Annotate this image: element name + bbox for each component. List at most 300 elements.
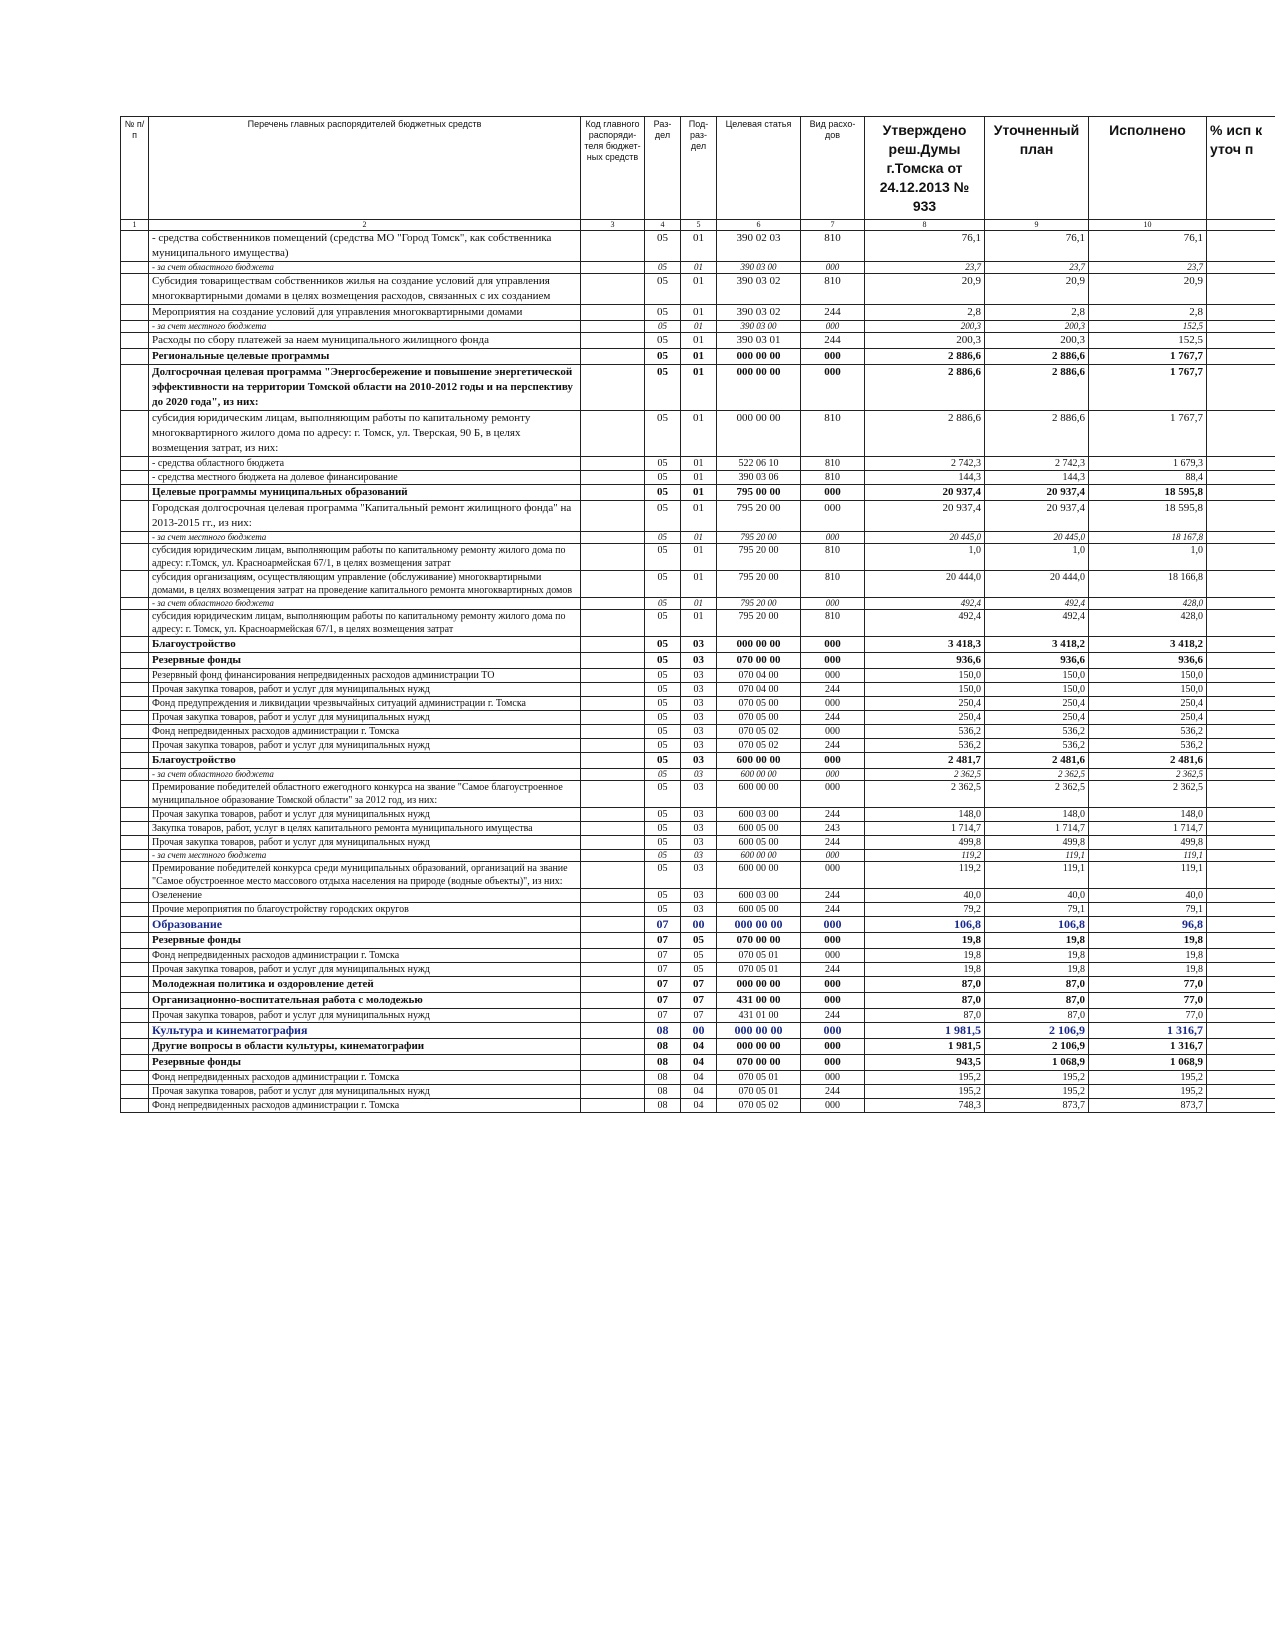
row-article-cell: 000 00 00 — [717, 637, 801, 653]
row-plan-cell: 20 445,0 — [985, 532, 1089, 544]
row-name-cell: - за счет областного бюджета — [149, 769, 581, 781]
row-podrazdel-cell: 04 — [681, 1071, 717, 1085]
row-approved-cell: 20 937,4 — [865, 501, 985, 532]
row-article-cell: 070 05 02 — [717, 1099, 801, 1113]
row-executed-cell: 428,0 — [1089, 598, 1207, 610]
row-podrazdel-cell: 01 — [681, 231, 717, 262]
row-approved-cell: 200,3 — [865, 321, 985, 333]
row-executed-cell: 150,0 — [1089, 683, 1207, 697]
row-razdel-cell: 08 — [645, 1071, 681, 1085]
row-num-cell — [121, 471, 149, 485]
row-code-cell — [581, 471, 645, 485]
row-plan-cell: 106,8 — [985, 917, 1089, 933]
row-podrazdel-cell: 03 — [681, 669, 717, 683]
row-name-cell: Фонд непредвиденных расходов администрации г. Томска — [149, 949, 581, 963]
row-name-cell: Молодежная политика и оздоровление детей — [149, 977, 581, 993]
row-podrazdel-cell: 03 — [681, 683, 717, 697]
row-approved-cell: 119,2 — [865, 862, 985, 889]
row-name-cell: - за счет местного бюджета — [149, 532, 581, 544]
row-razdel-cell: 08 — [645, 1055, 681, 1071]
row-vid-cell: 810 — [801, 411, 865, 457]
row-razdel-cell: 05 — [645, 697, 681, 711]
row-name-cell: Образование — [149, 917, 581, 933]
row-razdel-cell: 05 — [645, 571, 681, 598]
row-plan-cell: 1 714,7 — [985, 822, 1089, 836]
row-plan-cell: 2 362,5 — [985, 781, 1089, 808]
row-name-cell: Резервные фонды — [149, 653, 581, 669]
row-approved-cell: 2 886,6 — [865, 365, 985, 411]
table-row — [121, 808, 1275, 822]
row-approved-cell: 492,4 — [865, 610, 985, 637]
row-vid-cell: 000 — [801, 753, 865, 769]
row-approved-cell: 1 981,5 — [865, 1039, 985, 1055]
row-num-cell — [121, 1009, 149, 1023]
row-name-cell: Долгосрочная целевая программа "Энергосбережение и повышение энергетической эффективности на территории Томской области на 2010-2012 годы и на перспективу до 2020 года", из них: — [149, 365, 581, 411]
row-razdel-cell: 07 — [645, 1009, 681, 1023]
row-approved-cell: 250,4 — [865, 697, 985, 711]
row-article-cell: 600 00 00 — [717, 862, 801, 889]
table-row — [121, 739, 1275, 753]
row-num-cell — [121, 822, 149, 836]
row-num-cell — [121, 1023, 149, 1039]
row-article-cell: 600 00 00 — [717, 850, 801, 862]
row-num-cell — [121, 1071, 149, 1085]
row-article-cell: 795 20 00 — [717, 501, 801, 532]
row-percent-cell — [1207, 977, 1275, 993]
row-percent-cell — [1207, 725, 1275, 739]
col-number — [1207, 220, 1275, 231]
table-row — [121, 933, 1275, 949]
table-row — [121, 1023, 1275, 1039]
row-num-cell — [121, 753, 149, 769]
table-row — [121, 333, 1275, 349]
row-vid-cell: 000 — [801, 769, 865, 781]
row-podrazdel-cell: 03 — [681, 850, 717, 862]
row-percent-cell — [1207, 822, 1275, 836]
row-code-cell — [581, 862, 645, 889]
row-code-cell — [581, 1055, 645, 1071]
row-podrazdel-cell: 01 — [681, 262, 717, 274]
row-executed-cell: 1 767,7 — [1089, 411, 1207, 457]
row-executed-cell: 19,8 — [1089, 963, 1207, 977]
row-podrazdel-cell: 03 — [681, 862, 717, 889]
row-percent-cell — [1207, 598, 1275, 610]
row-vid-cell: 244 — [801, 889, 865, 903]
row-executed-cell: 3 418,2 — [1089, 637, 1207, 653]
col-percent-header: % исп к уточ п — [1207, 117, 1275, 220]
row-razdel-cell: 05 — [645, 457, 681, 471]
row-plan-cell: 536,2 — [985, 725, 1089, 739]
row-plan-cell: 119,1 — [985, 862, 1089, 889]
row-name-cell: - за счет областного бюджета — [149, 262, 581, 274]
row-plan-cell: 499,8 — [985, 836, 1089, 850]
row-podrazdel-cell: 03 — [681, 808, 717, 822]
row-code-cell — [581, 889, 645, 903]
row-name-cell: Фонд непредвиденных расходов администрации г. Томска — [149, 1071, 581, 1085]
row-num-cell — [121, 808, 149, 822]
row-percent-cell — [1207, 333, 1275, 349]
row-num-cell — [121, 544, 149, 571]
col-number: 8 — [865, 220, 985, 231]
row-razdel-cell: 05 — [645, 610, 681, 637]
row-executed-cell: 2 362,5 — [1089, 781, 1207, 808]
row-approved-cell: 1 714,7 — [865, 822, 985, 836]
row-razdel-cell: 05 — [645, 653, 681, 669]
row-executed-cell: 152,5 — [1089, 333, 1207, 349]
row-code-cell — [581, 903, 645, 917]
row-approved-cell: 536,2 — [865, 725, 985, 739]
row-plan-cell: 150,0 — [985, 669, 1089, 683]
row-approved-cell: 144,3 — [865, 471, 985, 485]
row-podrazdel-cell: 01 — [681, 532, 717, 544]
row-num-cell — [121, 862, 149, 889]
row-razdel-cell: 05 — [645, 333, 681, 349]
row-plan-cell: 87,0 — [985, 993, 1089, 1009]
row-name-cell: Резервный фонд финансирования непредвиденных расходов администрации ТО — [149, 669, 581, 683]
row-vid-cell: 000 — [801, 1071, 865, 1085]
row-article-cell: 070 00 00 — [717, 933, 801, 949]
row-executed-cell: 152,5 — [1089, 321, 1207, 333]
row-executed-cell: 19,8 — [1089, 933, 1207, 949]
row-podrazdel-cell: 03 — [681, 781, 717, 808]
table-row — [121, 862, 1275, 889]
row-name-cell: Организационно-воспитательная работа с молодежью — [149, 993, 581, 1009]
row-num-cell — [121, 850, 149, 862]
row-article-cell: 390 03 01 — [717, 333, 801, 349]
row-razdel-cell: 05 — [645, 471, 681, 485]
row-article-cell: 600 00 00 — [717, 753, 801, 769]
row-code-cell — [581, 683, 645, 697]
row-code-cell — [581, 598, 645, 610]
row-approved-cell: 150,0 — [865, 683, 985, 697]
row-executed-cell: 1,0 — [1089, 544, 1207, 571]
row-code-cell — [581, 457, 645, 471]
table-row — [121, 725, 1275, 739]
row-percent-cell — [1207, 836, 1275, 850]
row-plan-cell: 492,4 — [985, 598, 1089, 610]
row-podrazdel-cell: 07 — [681, 977, 717, 993]
row-executed-cell: 1 316,7 — [1089, 1039, 1207, 1055]
row-num-cell — [121, 836, 149, 850]
row-article-cell: 070 05 01 — [717, 1071, 801, 1085]
row-percent-cell — [1207, 933, 1275, 949]
row-approved-cell: 20 937,4 — [865, 485, 985, 501]
row-num-cell — [121, 485, 149, 501]
row-razdel-cell: 05 — [645, 781, 681, 808]
row-executed-cell: 18 166,8 — [1089, 571, 1207, 598]
row-article-cell: 000 00 00 — [717, 1023, 801, 1039]
row-code-cell — [581, 808, 645, 822]
row-podrazdel-cell: 05 — [681, 933, 717, 949]
row-article-cell: 070 05 00 — [717, 697, 801, 711]
row-podrazdel-cell: 03 — [681, 753, 717, 769]
row-code-cell — [581, 544, 645, 571]
row-percent-cell — [1207, 262, 1275, 274]
row-razdel-cell: 05 — [645, 321, 681, 333]
table-row — [121, 598, 1275, 610]
row-percent-cell — [1207, 683, 1275, 697]
row-plan-cell: 2 106,9 — [985, 1039, 1089, 1055]
row-name-cell: Фонд непредвиденных расходов администрации г. Томска — [149, 725, 581, 739]
row-article-cell: 600 05 00 — [717, 822, 801, 836]
row-plan-cell: 150,0 — [985, 683, 1089, 697]
row-executed-cell: 250,4 — [1089, 697, 1207, 711]
row-name-cell: Субсидия товариществам собственников жилья на создание условий для управления многоквартирными домами в целях возмещения расходов, связанных с их созданием — [149, 274, 581, 305]
row-article-cell: 390 03 00 — [717, 321, 801, 333]
row-percent-cell — [1207, 753, 1275, 769]
row-percent-cell — [1207, 653, 1275, 669]
table-row — [121, 977, 1275, 993]
row-executed-cell: 148,0 — [1089, 808, 1207, 822]
table-row — [121, 683, 1275, 697]
row-num-cell — [121, 598, 149, 610]
row-num-cell — [121, 411, 149, 457]
row-name-cell: Другие вопросы в области культуры, кинематографии — [149, 1039, 581, 1055]
row-plan-cell: 2 742,3 — [985, 457, 1089, 471]
row-plan-cell: 936,6 — [985, 653, 1089, 669]
row-podrazdel-cell: 05 — [681, 949, 717, 963]
row-name-cell: Культура и кинематография — [149, 1023, 581, 1039]
table-row — [121, 305, 1275, 321]
row-article-cell: 600 00 00 — [717, 781, 801, 808]
row-article-cell: 390 03 02 — [717, 274, 801, 305]
row-approved-cell: 20,9 — [865, 274, 985, 305]
row-plan-cell: 148,0 — [985, 808, 1089, 822]
row-podrazdel-cell: 01 — [681, 501, 717, 532]
row-vid-cell: 000 — [801, 977, 865, 993]
row-article-cell: 070 04 00 — [717, 683, 801, 697]
row-article-cell: 795 20 00 — [717, 532, 801, 544]
row-vid-cell: 244 — [801, 836, 865, 850]
row-razdel-cell: 05 — [645, 862, 681, 889]
row-razdel-cell: 05 — [645, 903, 681, 917]
row-code-cell — [581, 333, 645, 349]
row-razdel-cell: 05 — [645, 544, 681, 571]
row-code-cell — [581, 949, 645, 963]
row-code-cell — [581, 963, 645, 977]
row-num-cell — [121, 1099, 149, 1113]
table-row — [121, 949, 1275, 963]
row-num-cell — [121, 501, 149, 532]
row-name-cell: - средства областного бюджета — [149, 457, 581, 471]
row-name-cell: субсидия организациям, осуществляющим управление (обслуживание) многоквартирными домами, в целях возмещения затрат на проведение капитального ремонта многоквартирных домов — [149, 571, 581, 598]
row-podrazdel-cell: 03 — [681, 725, 717, 739]
table-row — [121, 637, 1275, 653]
table-row — [121, 1071, 1275, 1085]
row-article-cell: 000 00 00 — [717, 349, 801, 365]
row-code-cell — [581, 571, 645, 598]
row-executed-cell: 77,0 — [1089, 993, 1207, 1009]
row-code-cell — [581, 653, 645, 669]
table-row — [121, 1055, 1275, 1071]
row-vid-cell: 243 — [801, 822, 865, 836]
col-number: 4 — [645, 220, 681, 231]
row-plan-cell: 195,2 — [985, 1085, 1089, 1099]
table-row — [121, 917, 1275, 933]
row-article-cell: 795 20 00 — [717, 571, 801, 598]
row-plan-cell: 2 481,6 — [985, 753, 1089, 769]
row-approved-cell: 87,0 — [865, 993, 985, 1009]
row-percent-cell — [1207, 274, 1275, 305]
col-number: 6 — [717, 220, 801, 231]
row-percent-cell — [1207, 963, 1275, 977]
row-razdel-cell: 07 — [645, 949, 681, 963]
row-article-cell: 795 20 00 — [717, 544, 801, 571]
row-vid-cell: 244 — [801, 305, 865, 321]
row-vid-cell: 000 — [801, 653, 865, 669]
row-percent-cell — [1207, 501, 1275, 532]
col-number: 7 — [801, 220, 865, 231]
row-razdel-cell: 05 — [645, 485, 681, 501]
row-code-cell — [581, 1009, 645, 1023]
row-podrazdel-cell: 00 — [681, 1023, 717, 1039]
row-vid-cell: 000 — [801, 532, 865, 544]
col-executed-header: Исполнено — [1089, 117, 1207, 220]
row-vid-cell: 000 — [801, 637, 865, 653]
row-approved-cell: 2 362,5 — [865, 781, 985, 808]
row-plan-cell: 250,4 — [985, 711, 1089, 725]
row-name-cell: - за счет местного бюджета — [149, 321, 581, 333]
row-executed-cell: 40,0 — [1089, 889, 1207, 903]
row-article-cell: 600 03 00 — [717, 808, 801, 822]
row-plan-cell: 3 418,2 — [985, 637, 1089, 653]
row-plan-cell: 536,2 — [985, 739, 1089, 753]
row-vid-cell: 810 — [801, 231, 865, 262]
row-name-cell: Резервные фонды — [149, 1055, 581, 1071]
row-percent-cell — [1207, 889, 1275, 903]
row-article-cell: 000 00 00 — [717, 917, 801, 933]
row-executed-cell: 1 068,9 — [1089, 1055, 1207, 1071]
row-executed-cell: 428,0 — [1089, 610, 1207, 637]
row-approved-cell: 2 886,6 — [865, 349, 985, 365]
row-code-cell — [581, 977, 645, 993]
row-article-cell: 600 03 00 — [717, 889, 801, 903]
row-name-cell: - за счет областного бюджета — [149, 598, 581, 610]
row-name-cell: Прочая закупка товаров, работ и услуг для муниципальных нужд — [149, 739, 581, 753]
col-approved-header: Утверждено реш.Думы г.Томска от 24.12.2013 № 933 — [865, 117, 985, 220]
row-name-cell: Закупка товаров, работ, услуг в целях капитального ремонта муниципального имущества — [149, 822, 581, 836]
row-name-cell: Региональные целевые программы — [149, 349, 581, 365]
table-row — [121, 501, 1275, 532]
row-razdel-cell: 05 — [645, 808, 681, 822]
row-executed-cell: 536,2 — [1089, 725, 1207, 739]
row-code-cell — [581, 1099, 645, 1113]
row-percent-cell — [1207, 903, 1275, 917]
row-plan-cell: 76,1 — [985, 231, 1089, 262]
col-plan-header: Уточненный план — [985, 117, 1089, 220]
row-approved-cell: 250,4 — [865, 711, 985, 725]
row-code-cell — [581, 411, 645, 457]
row-vid-cell: 000 — [801, 1099, 865, 1113]
table-row — [121, 485, 1275, 501]
row-podrazdel-cell: 01 — [681, 333, 717, 349]
row-num-cell — [121, 532, 149, 544]
row-code-cell — [581, 753, 645, 769]
col-vid-header: Вид расхо-дов — [801, 117, 865, 220]
col-number: 9 — [985, 220, 1089, 231]
row-vid-cell: 000 — [801, 598, 865, 610]
row-name-cell: Благоустройство — [149, 637, 581, 653]
row-razdel-cell: 05 — [645, 889, 681, 903]
row-article-cell: 522 06 10 — [717, 457, 801, 471]
row-plan-cell: 79,1 — [985, 903, 1089, 917]
row-article-cell: 070 05 01 — [717, 1085, 801, 1099]
row-code-cell — [581, 781, 645, 808]
row-executed-cell: 195,2 — [1089, 1071, 1207, 1085]
row-vid-cell: 000 — [801, 725, 865, 739]
row-name-cell: Озеленение — [149, 889, 581, 903]
budget-table-sheet — [120, 116, 1275, 1113]
row-num-cell — [121, 305, 149, 321]
row-approved-cell: 2 886,6 — [865, 411, 985, 457]
row-approved-cell: 40,0 — [865, 889, 985, 903]
row-plan-cell: 20 937,4 — [985, 485, 1089, 501]
row-vid-cell: 810 — [801, 457, 865, 471]
col-name-header: Перечень главных распорядителей бюджетных средств — [149, 117, 581, 220]
row-percent-cell — [1207, 532, 1275, 544]
row-plan-cell: 250,4 — [985, 697, 1089, 711]
row-razdel-cell: 05 — [645, 637, 681, 653]
header-row — [121, 117, 1275, 220]
row-approved-cell: 3 418,3 — [865, 637, 985, 653]
row-podrazdel-cell: 00 — [681, 917, 717, 933]
row-approved-cell: 2,8 — [865, 305, 985, 321]
row-article-cell: 390 03 02 — [717, 305, 801, 321]
row-article-cell: 390 03 00 — [717, 262, 801, 274]
row-num-cell — [121, 610, 149, 637]
row-executed-cell: 1 316,7 — [1089, 1023, 1207, 1039]
row-razdel-cell: 05 — [645, 231, 681, 262]
row-name-cell: Прочие мероприятия по благоустройству городских округов — [149, 903, 581, 917]
row-executed-cell: 79,1 — [1089, 903, 1207, 917]
row-article-cell: 000 00 00 — [717, 365, 801, 411]
row-executed-cell: 76,1 — [1089, 231, 1207, 262]
row-code-cell — [581, 349, 645, 365]
table-row — [121, 1009, 1275, 1023]
row-percent-cell — [1207, 231, 1275, 262]
row-vid-cell: 000 — [801, 669, 865, 683]
row-approved-cell: 23,7 — [865, 262, 985, 274]
row-approved-cell: 106,8 — [865, 917, 985, 933]
table-row — [121, 457, 1275, 471]
row-executed-cell: 536,2 — [1089, 739, 1207, 753]
row-vid-cell: 000 — [801, 697, 865, 711]
row-executed-cell: 88,4 — [1089, 471, 1207, 485]
row-razdel-cell: 08 — [645, 1099, 681, 1113]
row-executed-cell: 195,2 — [1089, 1085, 1207, 1099]
row-razdel-cell: 05 — [645, 683, 681, 697]
row-plan-cell: 2 362,5 — [985, 769, 1089, 781]
row-vid-cell: 810 — [801, 571, 865, 598]
row-podrazdel-cell: 03 — [681, 889, 717, 903]
col-article-header: Целевая статья — [717, 117, 801, 220]
row-article-cell: 795 20 00 — [717, 610, 801, 637]
row-executed-cell: 119,1 — [1089, 862, 1207, 889]
row-name-cell: Прочая закупка товаров, работ и услуг для муниципальных нужд — [149, 711, 581, 725]
row-percent-cell — [1207, 457, 1275, 471]
row-vid-cell: 244 — [801, 711, 865, 725]
row-podrazdel-cell: 05 — [681, 963, 717, 977]
row-percent-cell — [1207, 1009, 1275, 1023]
row-razdel-cell: 07 — [645, 933, 681, 949]
row-code-cell — [581, 321, 645, 333]
row-num-cell — [121, 637, 149, 653]
row-code-cell — [581, 274, 645, 305]
row-podrazdel-cell: 03 — [681, 822, 717, 836]
row-approved-cell: 200,3 — [865, 333, 985, 349]
row-num-cell — [121, 933, 149, 949]
row-code-cell — [581, 610, 645, 637]
